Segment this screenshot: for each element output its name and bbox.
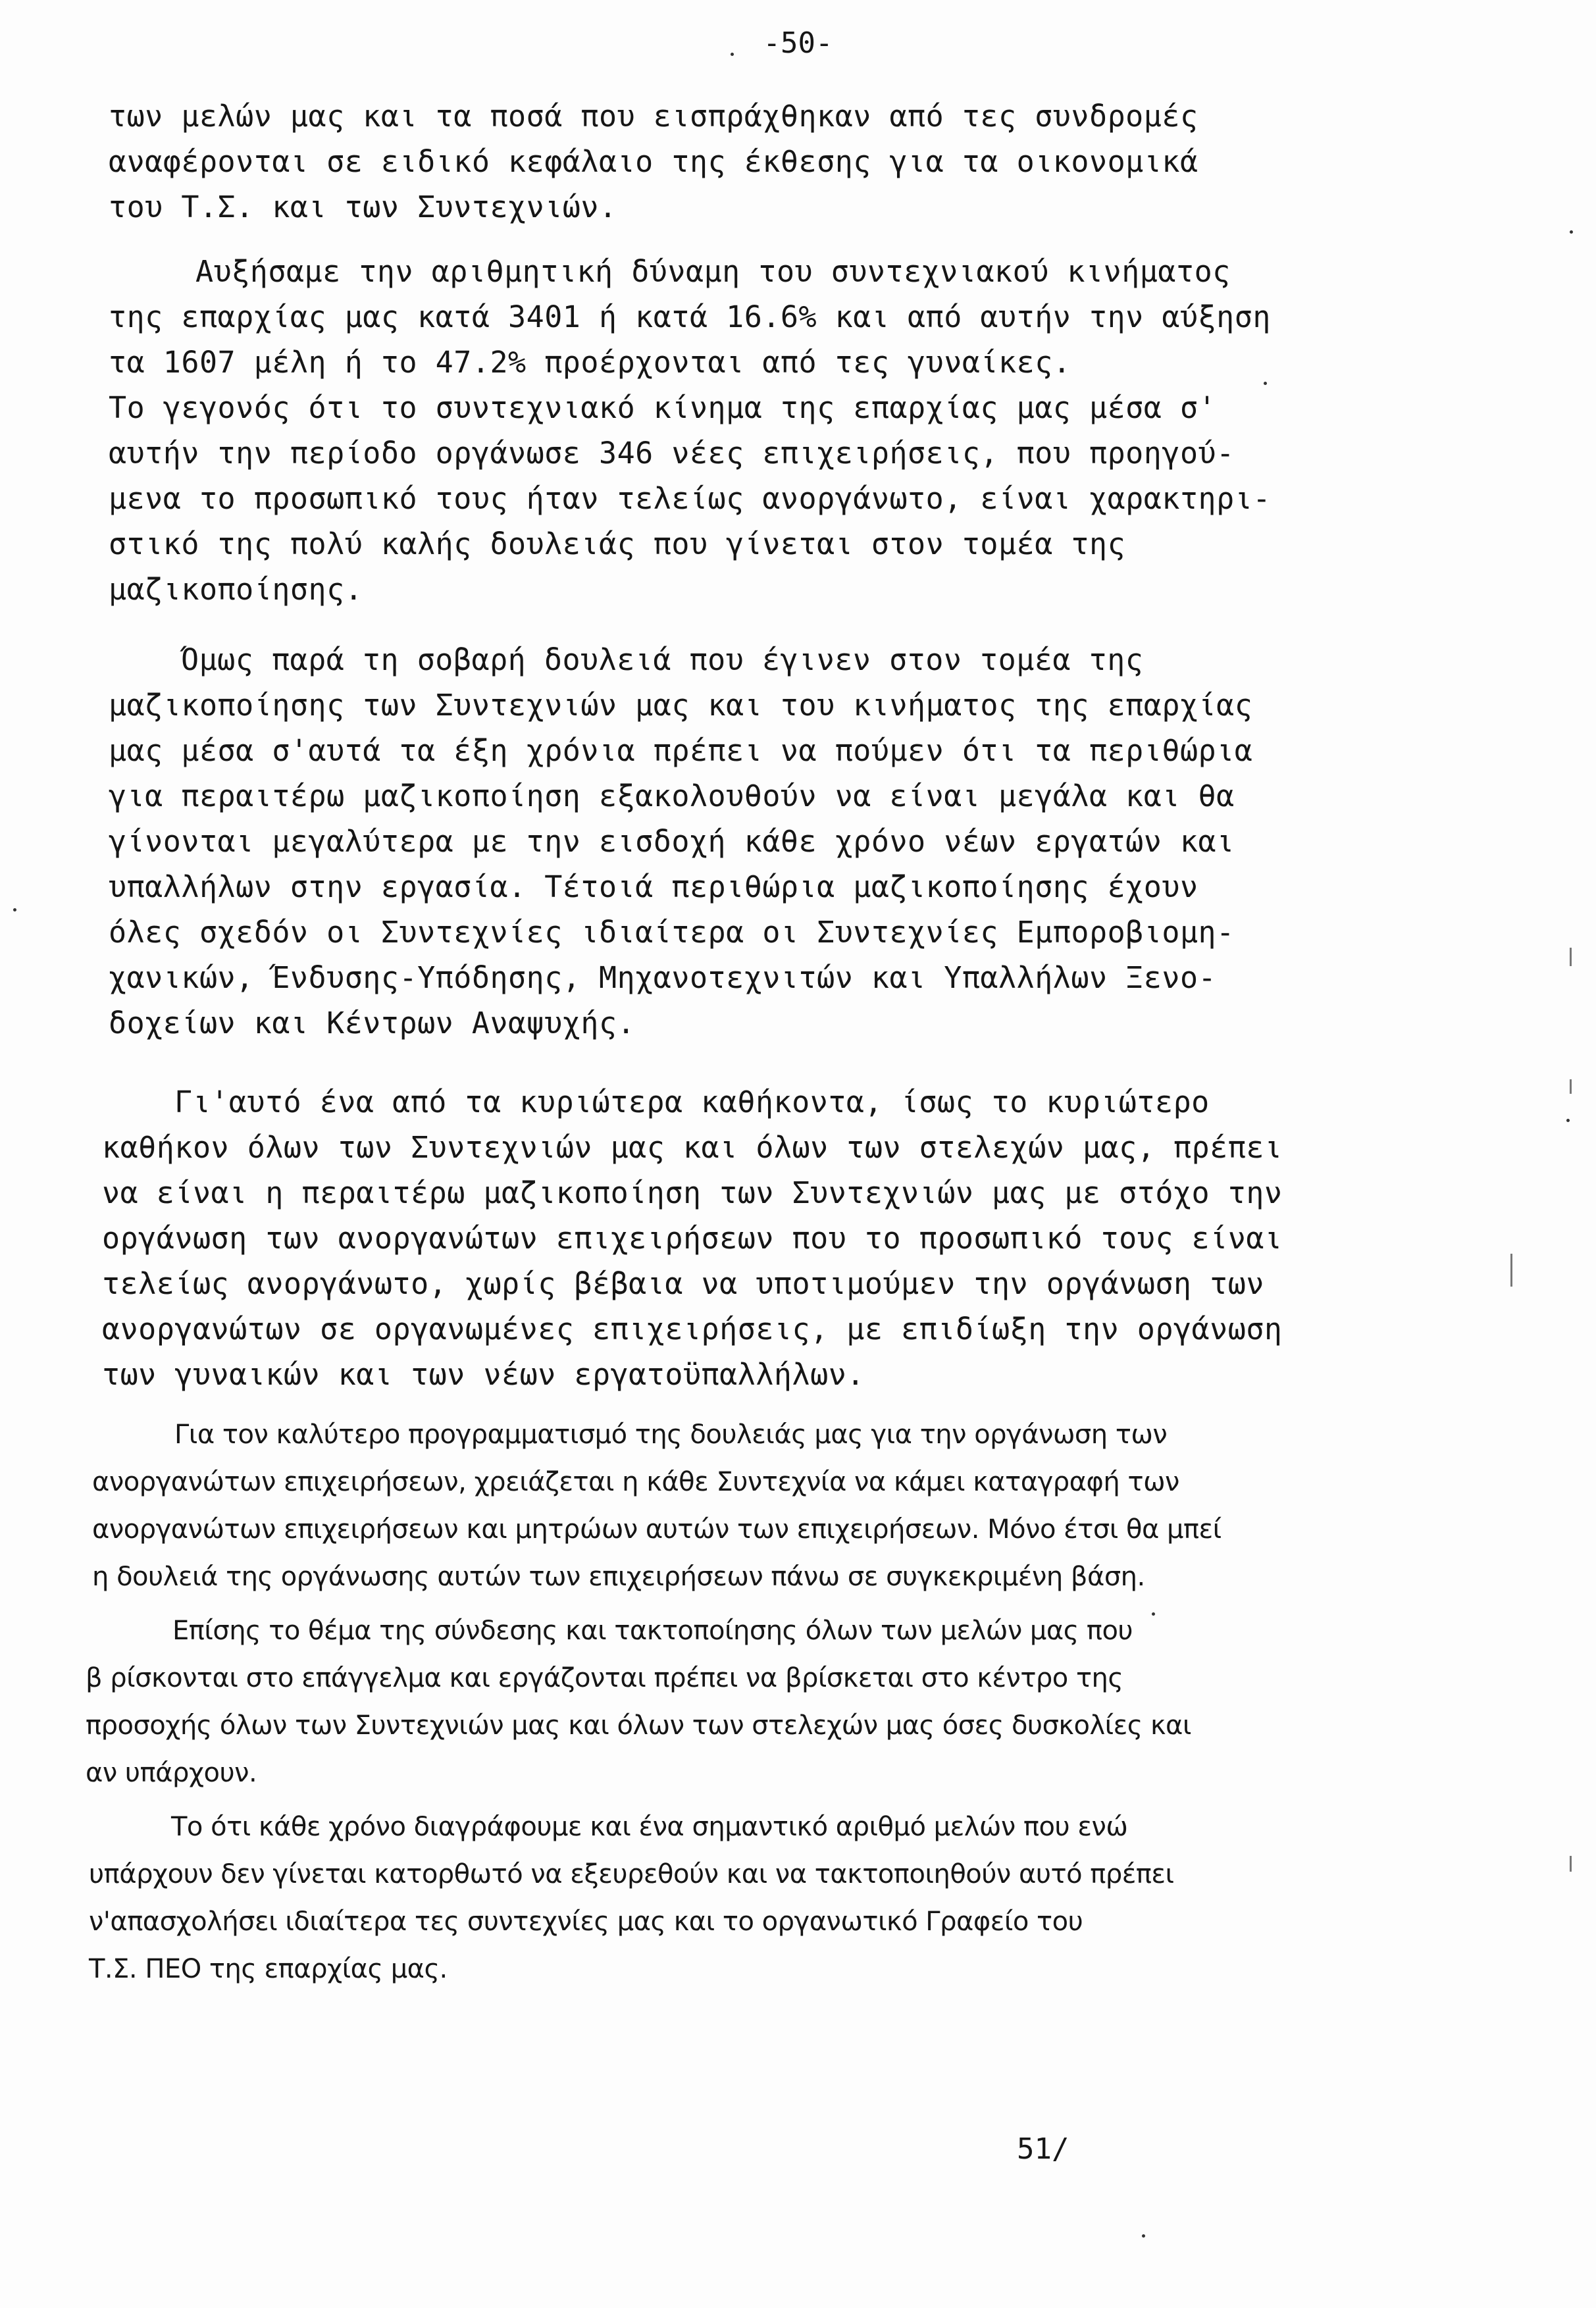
text-line: των μελών μας και τα ποσά που εισπράχθηκαν από τες συνδρομές [109, 99, 1198, 134]
text-line: Γι'αυτό ένα από τα κυριώτερα καθήκοντα, ίσως το κυριώτερο [174, 1085, 1210, 1119]
text-line: Για τον καλύτερο προγραμματισμό της δουλειάς μας για την οργάνωση των [174, 1420, 1168, 1450]
paragraph-deregistration [89, 1803, 1174, 1993]
text-line: αναφέρονται σε ειδικό κεφάλαιο της έκθεσης για τα οικονομικά [109, 144, 1198, 179]
scan-speck [13, 908, 16, 911]
text-line: Το γεγονός ότι το συντεχνιακό κίνημα της επαρχίας μας μέσα σ' [109, 390, 1217, 425]
scan-speck [1566, 1119, 1570, 1122]
text-line: καθήκον όλων των Συντεχνιών μας και όλων των στελεχών μας, πρέπει [102, 1130, 1283, 1165]
scan-speck [731, 53, 734, 56]
paragraph-planning [92, 1411, 1222, 1601]
text-line: μενα το προσωπικό τους ήταν τελείως ανοργάνωτο, είναι χαρακτηρι- [109, 481, 1271, 516]
text-line: οργάνωση των ανοργανώτων επιχειρήσεων που το προσωπικό τους είναι [102, 1221, 1283, 1256]
page-number: -50- [763, 26, 833, 60]
scan-speck [1142, 2234, 1145, 2238]
text-line: όλες σχεδόν οι Συντεχνίες ιδιαίτερα οι Συντεχνίες Εμποροβιομη- [109, 915, 1235, 950]
text-line: για περαιτέρω μαζικοποίηση εξακολουθούν να είναι μεγάλα και θα [109, 779, 1235, 813]
paragraph-main-duties [102, 1079, 1283, 1397]
text-line: Τ.Σ. ΠΕΟ της επαρχίας μας. [89, 1954, 448, 1984]
paragraph-membership-growth [109, 249, 1271, 612]
margin-mark [1570, 1856, 1572, 1872]
margin-mark [1570, 948, 1572, 966]
margin-mark [1510, 1254, 1512, 1287]
text-line: ανοργανώτων σε οργανωμένες επιχειρήσεις, με επιδίωξη την οργάνωση [102, 1312, 1283, 1346]
text-line: ανοργανώτων επιχειρήσεων και μητρώων αυτών των επιχειρήσεων. Μόνο έτσι θα μπεί [92, 1514, 1222, 1545]
margin-mark [1570, 1079, 1572, 1094]
text-line: χανικών, Ένδυσης-Υπόδησης, Μηχανοτεχνιτών και Υπαλλήλων Ξενο- [109, 960, 1217, 995]
text-line: αυτήν την περίοδο οργάνωσε 346 νέες επιχειρήσεις, που προηγού- [109, 436, 1235, 471]
text-line: τα 1607 μέλη ή το 47.2% προέρχονται από τες γυναίκες. [109, 345, 1071, 380]
text-line: τελείως ανοργάνωτο, χωρίς βέβαια να υποτιμούμεν την οργάνωση των [102, 1266, 1264, 1301]
text-line: μαζικοποίησης. [109, 572, 363, 607]
text-line: προσοχής όλων των Συντεχνιών μας και όλων των στελεχών μας όσες δυσκολίες και [86, 1710, 1191, 1741]
text-line: Το ότι κάθε χρόνο διαγράφουμε και ένα σημαντικό αριθμό μελών που ενώ [171, 1812, 1128, 1842]
scan-speck [1570, 230, 1573, 234]
paragraph-members-dues [109, 93, 1198, 230]
text-line: να είναι η περαιτέρω μαζικοποίηση των Συντεχνιών μας με στόχο την [102, 1175, 1283, 1210]
text-line: γίνονται μεγαλύτερα με την εισδοχή κάθε χρόνο νέων εργατών και [109, 824, 1235, 859]
text-line: Όμως παρά τη σοβαρή δουλειά που έγινεν στον τομέα της [181, 642, 1144, 677]
text-line: β ρίσκονται στο επάγγελμα και εργάζονται πρέπει να βρίσκεται στο κέντρο της [86, 1663, 1123, 1693]
paragraph-member-registration [86, 1607, 1191, 1797]
text-line: η δουλειά της οργάνωσης αυτών των επιχειρήσεων πάνω σε συγκεκριμένη βάση. [92, 1562, 1145, 1592]
text-line: μαζικοποίησης των Συντεχνιών μας και του κινήματος της επαρχίας [109, 688, 1253, 723]
paragraph-mass-organization [109, 637, 1252, 1046]
text-line: δοχείων και Κέντρων Αναψυχής. [109, 1006, 636, 1040]
text-line: Επίσης το θέμα της σύνδεσης και τακτοποίησης όλων των μελών μας που [172, 1616, 1133, 1646]
scan-speck [1264, 382, 1267, 385]
text-line: ν'απασχολήσει ιδιαίτερα τες συντεχνίες μας και το οργανωτικό Γραφείο του [89, 1907, 1083, 1937]
text-line: Αυξήσαμε την αριθμητική δύναμη του συντεχνιακού κινήματος [195, 254, 1231, 289]
text-line: μας μέσα σ'αυτά τα έξη χρόνια πρέπει να πούμεν ότι τα περιθώρια [109, 733, 1253, 768]
text-line: των γυναικών και των νέων εργατοϋπαλλήλων. [102, 1357, 865, 1392]
text-line: υπαλλήλων στην εργασία. Τέτοιά περιθώρια μαζικοποίησης έχουν [109, 869, 1198, 904]
text-line: στικό της πολύ καλής δουλειάς που γίνεται στον τομέα της [109, 526, 1126, 561]
text-line: του Τ.Σ. και των Συντεχνιών. [109, 190, 617, 224]
scan-speck [1152, 1612, 1155, 1616]
continuation-marker: 51/ [1017, 2132, 1069, 2166]
text-line: της επαρχίας μας κατά 3401 ή κατά 16.6% και από αυτήν την αύξηση [109, 299, 1271, 334]
text-line: ανοργανώτων επιχειρήσεων, χρειάζεται η κάθε Συντεχνία να κάμει καταγραφή των [92, 1467, 1179, 1497]
text-line: υπάρχουν δεν γίνεται κατορθωτό να εξευρεθούν και να τακτοποιηθούν αυτό πρέπει [89, 1859, 1174, 1889]
text-line: αν υπάρχουν. [86, 1758, 257, 1788]
